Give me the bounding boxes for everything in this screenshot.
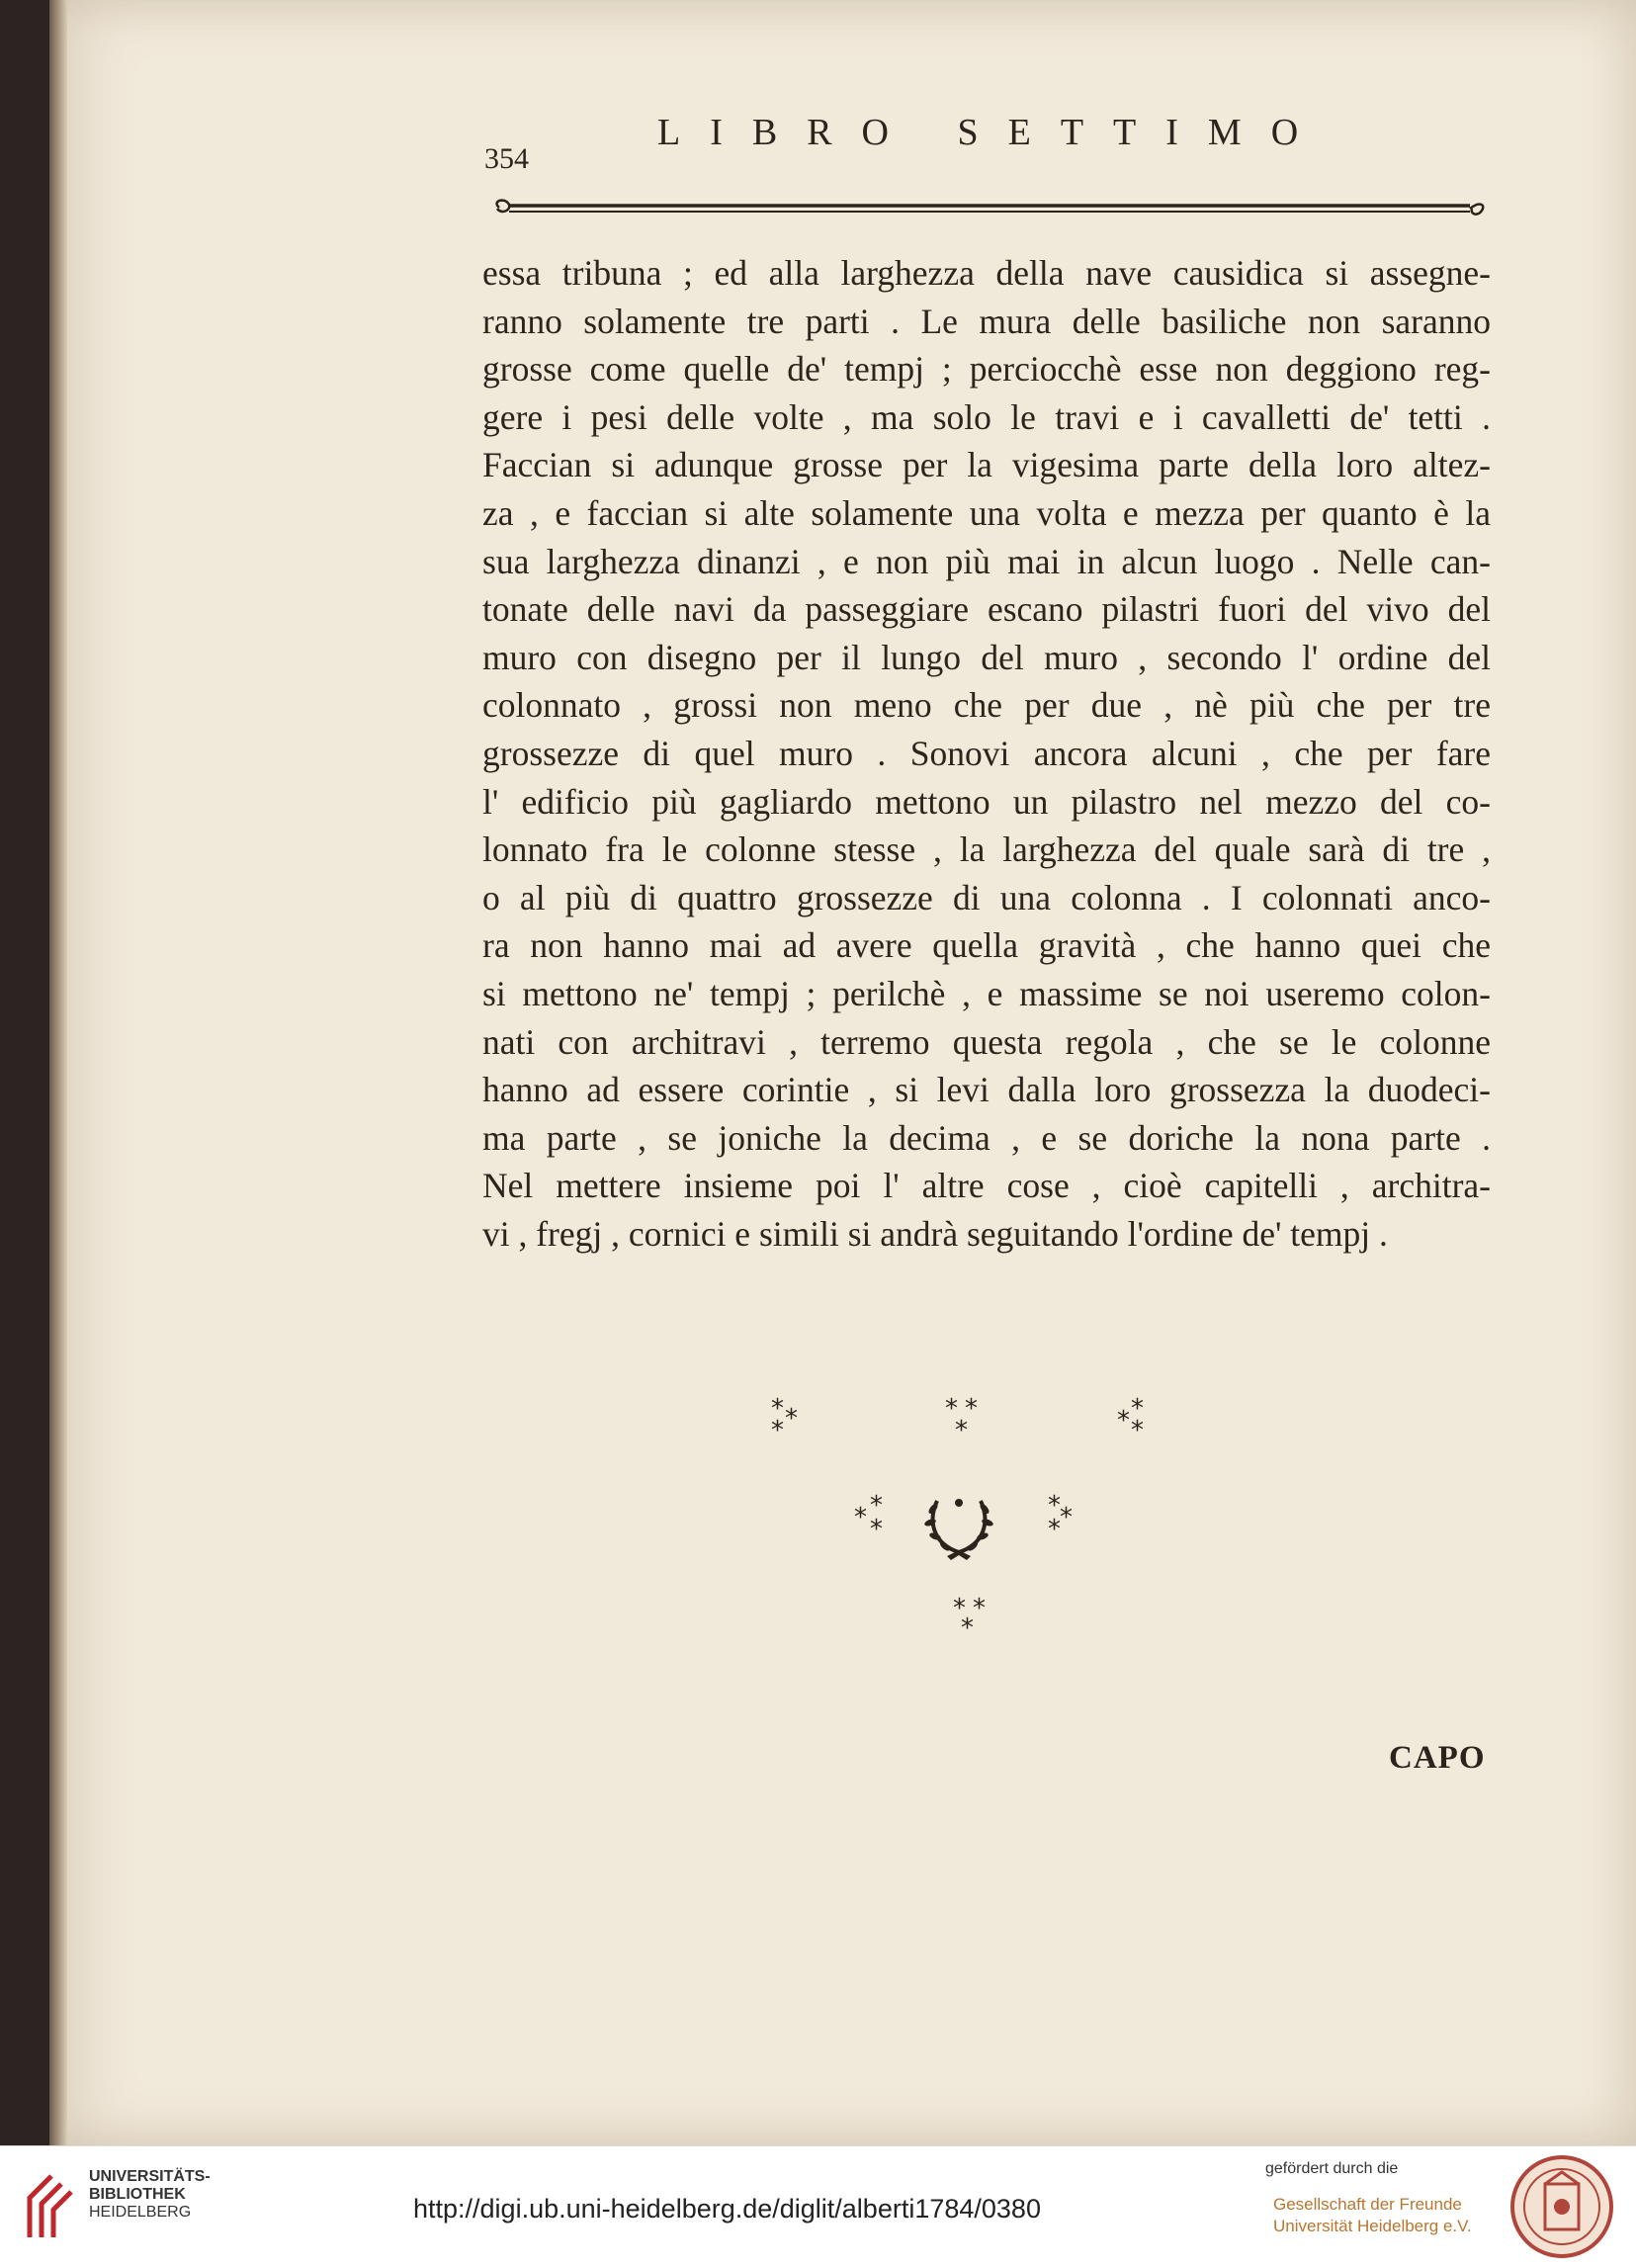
sponsor-name xyxy=(1273,2194,1472,2237)
asterism-star: * xyxy=(1117,1406,1130,1436)
text-line: ra non hanno mai ad avere quella gravità , che hanno quei che xyxy=(482,925,1491,966)
library-name-line: BIBLIOTHEK xyxy=(89,2186,186,2203)
text-line: grossezze di quel muro . Sonovi ancora alcuni , che per fare xyxy=(482,733,1491,773)
library-name xyxy=(89,2168,211,2222)
asterism-star: * xyxy=(1048,1491,1061,1521)
page-number: 354 xyxy=(484,142,529,175)
asterism-star: * xyxy=(955,1416,968,1445)
asterism-star: * xyxy=(1131,1416,1144,1445)
text-line: Faccian si adunque grosse per la vigesima parte della loro altez- xyxy=(482,445,1491,485)
asterism-star: * xyxy=(1131,1394,1144,1424)
text-line: za , e faccian si alte solamente una volta e mezza per quanto è la xyxy=(482,492,1491,533)
library-name-line: HEIDELBERG xyxy=(89,2204,192,2221)
text-line: gere i pesi delle volte , ma solo le travi e i cavalletti de' tetti . xyxy=(482,396,1491,437)
asterism-star: * xyxy=(870,1515,883,1544)
page-header xyxy=(484,111,1483,175)
text-line: muro con disegno per il lungo del muro , secondo l' ordine del xyxy=(482,637,1491,677)
page-gutter-edge xyxy=(49,0,67,2145)
asterism-star: * xyxy=(961,1614,974,1643)
text-line: colonnato , grossi non meno che per due , nè più che per tre xyxy=(482,685,1491,726)
text-line: l' edificio più gagliardo mettono un pilastro nel mezzo del co- xyxy=(482,781,1491,822)
asterism-star: * xyxy=(785,1404,798,1434)
library-name-line: UNIVERSITÄTS- xyxy=(89,2168,211,2185)
catchword: CAPO xyxy=(1389,1740,1486,1776)
text-line: o al più di quattro grossezze di una colonna . I colonnati anco- xyxy=(482,877,1491,917)
text-line: nati con architravi , terremo questa regola , che se le colonne xyxy=(482,1021,1491,1062)
text-line: ma parte , se joniche la decima , e se doriche la nona parte . xyxy=(482,1117,1491,1158)
text-line: lonnato fra le colonne stesse , la larghezza del quale sarà di tre , xyxy=(482,829,1491,870)
text-line: Nel mettere insieme poi l' altre cose , cioè capitelli , architra- xyxy=(482,1166,1491,1206)
text-line: ranno solamente tre parti . Le mura delle basiliche non saranno xyxy=(482,301,1491,341)
asterism-star: * xyxy=(870,1491,883,1521)
asterism-star: * xyxy=(1060,1503,1073,1532)
sponsor-label: gefördert durch die xyxy=(1265,2160,1399,2177)
library-logo-icon xyxy=(22,2168,81,2242)
running-title: LIBRO SETTIMO xyxy=(657,112,1329,153)
permalink-url[interactable]: http://digi.ub.uni-heidelberg.de/diglit/alberti1784/0380 xyxy=(413,2194,1041,2224)
asterism-star: * xyxy=(973,1594,986,1623)
asterism-star: * xyxy=(771,1394,784,1424)
asterism-star: * xyxy=(945,1394,958,1424)
asterism-star: * xyxy=(1048,1515,1061,1544)
text-line: sua larghezza dinanzi , e non più mai in alcun luogo . Nelle can- xyxy=(482,541,1491,581)
asterism-star: * xyxy=(854,1503,867,1532)
text-line: vi , fregj , cornici e simili si andrà seguitando l'ordine de' tempj . xyxy=(482,1213,1388,1254)
text-line: hanno ad essere corintie , si levi dalla loro grossezza la duodeci- xyxy=(482,1070,1491,1110)
text-line: grosse come quelle de' tempj ; perciocchè esse non deggiono reg- xyxy=(482,349,1491,390)
asterism-star: * xyxy=(965,1394,978,1424)
asterism-star: * xyxy=(953,1594,966,1623)
footer-bar xyxy=(0,2145,1636,2268)
university-seal-icon xyxy=(1507,2152,1616,2261)
asterism-ornament xyxy=(751,1384,1206,1651)
asterism-star: * xyxy=(771,1416,784,1445)
text-line: si mettono ne' tempj ; perilchè , e massime se noi useremo colon- xyxy=(482,973,1491,1013)
sponsor-name-line: Gesellschaft der Freunde xyxy=(1273,2195,1462,2214)
text-line: essa tribuna ; ed alla larghezza della nave causidica si assegne- xyxy=(482,253,1491,293)
header-rule-ornament xyxy=(491,193,1488,222)
body-text xyxy=(482,249,1491,1258)
sponsor-name-line: Universität Heidelberg e.V. xyxy=(1273,2217,1472,2235)
laurel-wreath-icon xyxy=(919,1483,998,1562)
text-line: tonate delle navi da passeggiare escano pilastri fuori del vivo del xyxy=(482,589,1491,630)
